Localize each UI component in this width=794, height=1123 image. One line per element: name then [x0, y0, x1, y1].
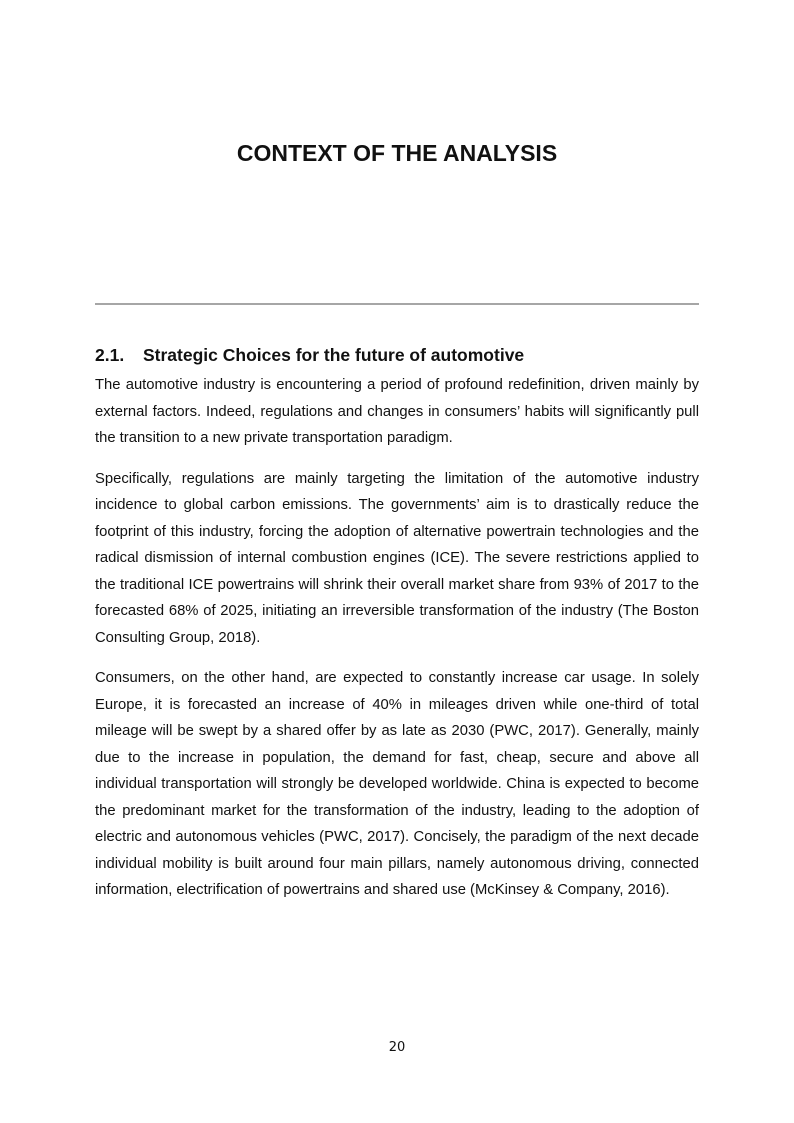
- section-heading: [95, 343, 699, 367]
- paragraph-regulations: Specifically, regulations are mainly targeting the limitation of the automotive industry incidence to global carbon emissions. The governments’ aim is to drastically reduce the footprint of this industry, forcing the adoption of alternative powertrain technologies and the radical dismission of internal combustion engines (ICE). The severe restrictions applied to the traditional ICE powertrains will shrink their overall market share from 93% of 2017 to the forecasted 68% of 2025, initiating an irreversible transformation of the industry (The Boston Consulting Group, 2018).: [95, 470, 699, 646]
- horizontal-divider: [95, 303, 699, 305]
- section-title: Strategic Choices for the future of automotive: [143, 345, 525, 365]
- section-number: 2.1.: [95, 345, 125, 365]
- page-number: 20: [388, 1040, 406, 1055]
- page-body: [95, 343, 699, 918]
- paragraph-intro: The automotive industry is encountering a period of profound redefinition, driven mainly by external factors. Indeed, regulations and changes in consumers’ habits will significantly pull the transition to a new private transportation paradigm.: [95, 377, 699, 446]
- chapter-title: CONTEXT OF THE ANALYSIS: [236, 140, 558, 166]
- paragraph-consumers: Consumers, on the other hand, are expected to constantly increase car usage. In solely Europe, it is forecasted an increase of 40% in mileages driven while one-third of total mileage will be swept by a shared offer by as late as 2030 (PWC, 2017). Generally, mainly due to the increase in population, the demand for fast, cheap, secure and above all individual transportation will strongly be developed worldwide. China is expected to become the predominant market for the transformation of the industry, leading to the adoption of electric and autonomous vehicles (PWC, 2017). Concisely, the paradigm of the next decade individual mobility is built around four main pillars, namely autonomous driving, connected information, electrification of powertrains and shared use (McKinsey & Company, 2016).: [95, 670, 699, 898]
